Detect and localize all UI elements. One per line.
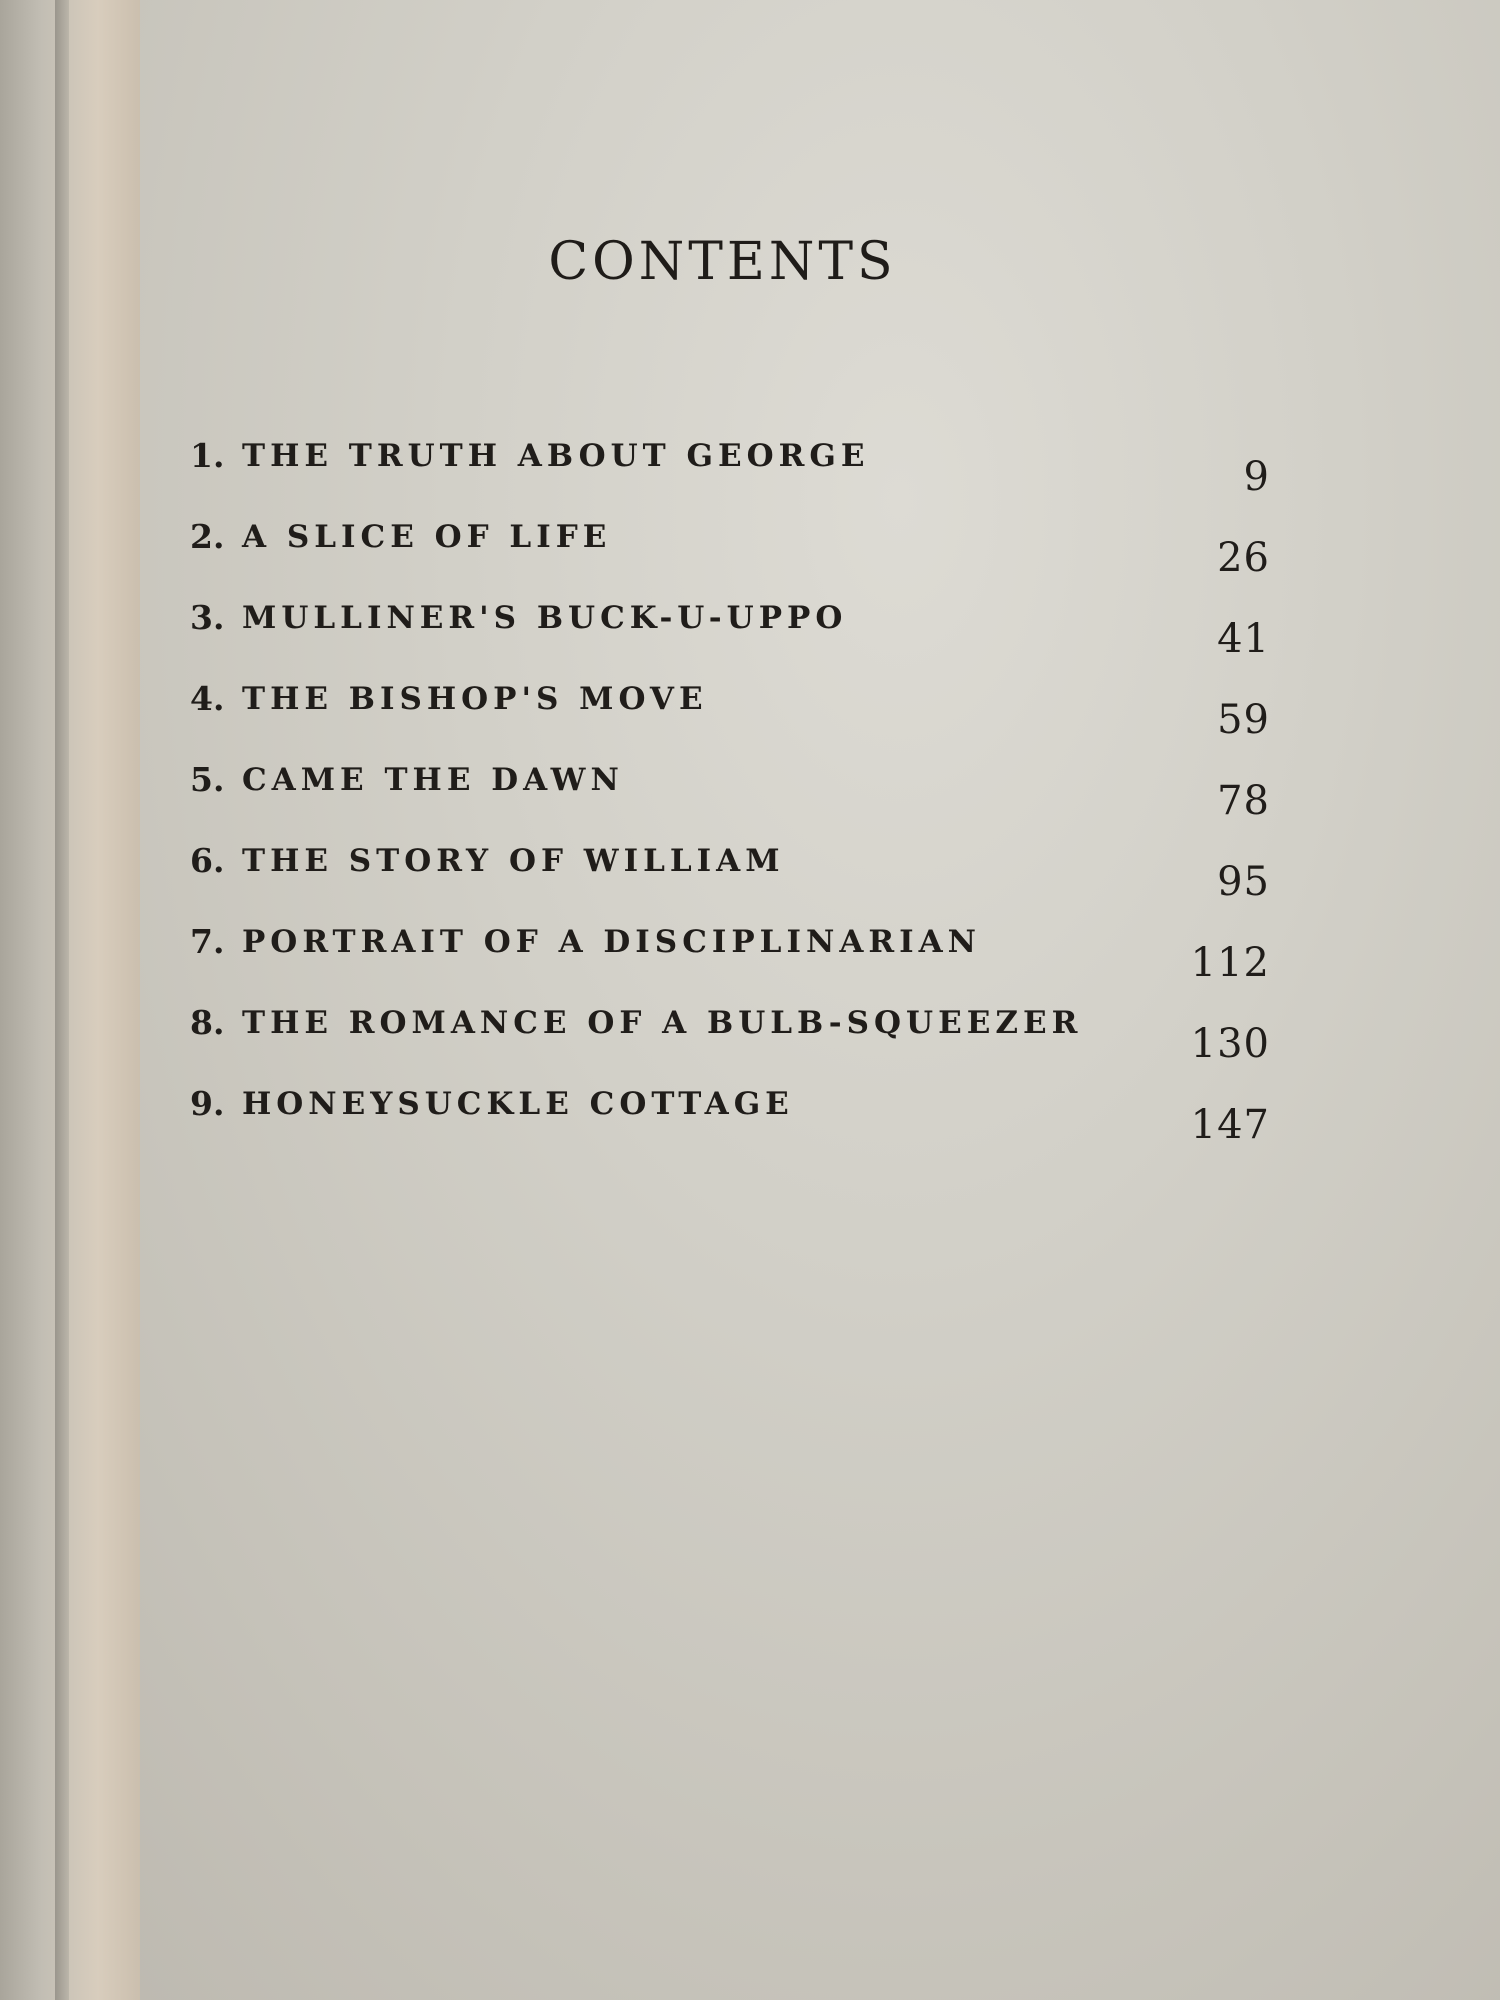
entry-number: 7. bbox=[190, 922, 225, 961]
entry-page-number: 95 bbox=[1217, 859, 1270, 905]
entry-page-number: 41 bbox=[1217, 616, 1270, 662]
entry-page-number: 112 bbox=[1190, 940, 1270, 986]
book-spine-edge bbox=[0, 0, 140, 2000]
toc-entry bbox=[190, 760, 1270, 841]
toc-entry bbox=[190, 1003, 1270, 1084]
entry-page-number: 26 bbox=[1217, 535, 1270, 581]
entry-number: 4. bbox=[190, 679, 225, 718]
entry-number: 1. bbox=[190, 436, 225, 475]
toc-entry bbox=[190, 598, 1270, 679]
entry-page-number: 147 bbox=[1190, 1102, 1270, 1148]
entry-number: 6. bbox=[190, 841, 225, 880]
toc-entry bbox=[190, 517, 1270, 598]
entry-number: 3. bbox=[190, 598, 225, 637]
toc-entry bbox=[190, 841, 1270, 922]
toc-entry bbox=[190, 1084, 1270, 1165]
entry-number: 5. bbox=[190, 760, 225, 799]
entry-page-number: 130 bbox=[1190, 1021, 1270, 1067]
gutter-shadow bbox=[55, 0, 69, 2000]
entry-title: MULLINER'S BUCK-U-UPPO bbox=[242, 600, 848, 636]
entry-page-number: 9 bbox=[1243, 454, 1270, 500]
contents-heading: CONTENTS bbox=[548, 232, 897, 292]
entry-number: 2. bbox=[190, 517, 225, 556]
entry-title: PORTRAIT OF A DISCIPLINARIAN bbox=[242, 924, 982, 960]
entry-number: 9. bbox=[190, 1084, 225, 1123]
toc-entry bbox=[190, 436, 1270, 517]
entry-title: THE ROMANCE OF A BULB-SQUEEZER bbox=[242, 1005, 1083, 1041]
entry-title: HONEYSUCKLE COTTAGE bbox=[242, 1086, 794, 1122]
entry-title: THE BISHOP'S MOVE bbox=[242, 681, 708, 717]
toc-entry bbox=[190, 922, 1270, 1003]
entry-number: 8. bbox=[190, 1003, 225, 1042]
entry-page-number: 78 bbox=[1217, 778, 1270, 824]
entry-page-number: 59 bbox=[1217, 697, 1270, 743]
table-of-contents bbox=[190, 436, 1270, 1165]
entry-title: THE STORY OF WILLIAM bbox=[242, 843, 785, 879]
toc-entry bbox=[190, 679, 1270, 760]
entry-title: CAME THE DAWN bbox=[242, 762, 624, 798]
entry-title: THE TRUTH ABOUT GEORGE bbox=[242, 438, 870, 474]
entry-title: A SLICE OF LIFE bbox=[242, 519, 612, 555]
